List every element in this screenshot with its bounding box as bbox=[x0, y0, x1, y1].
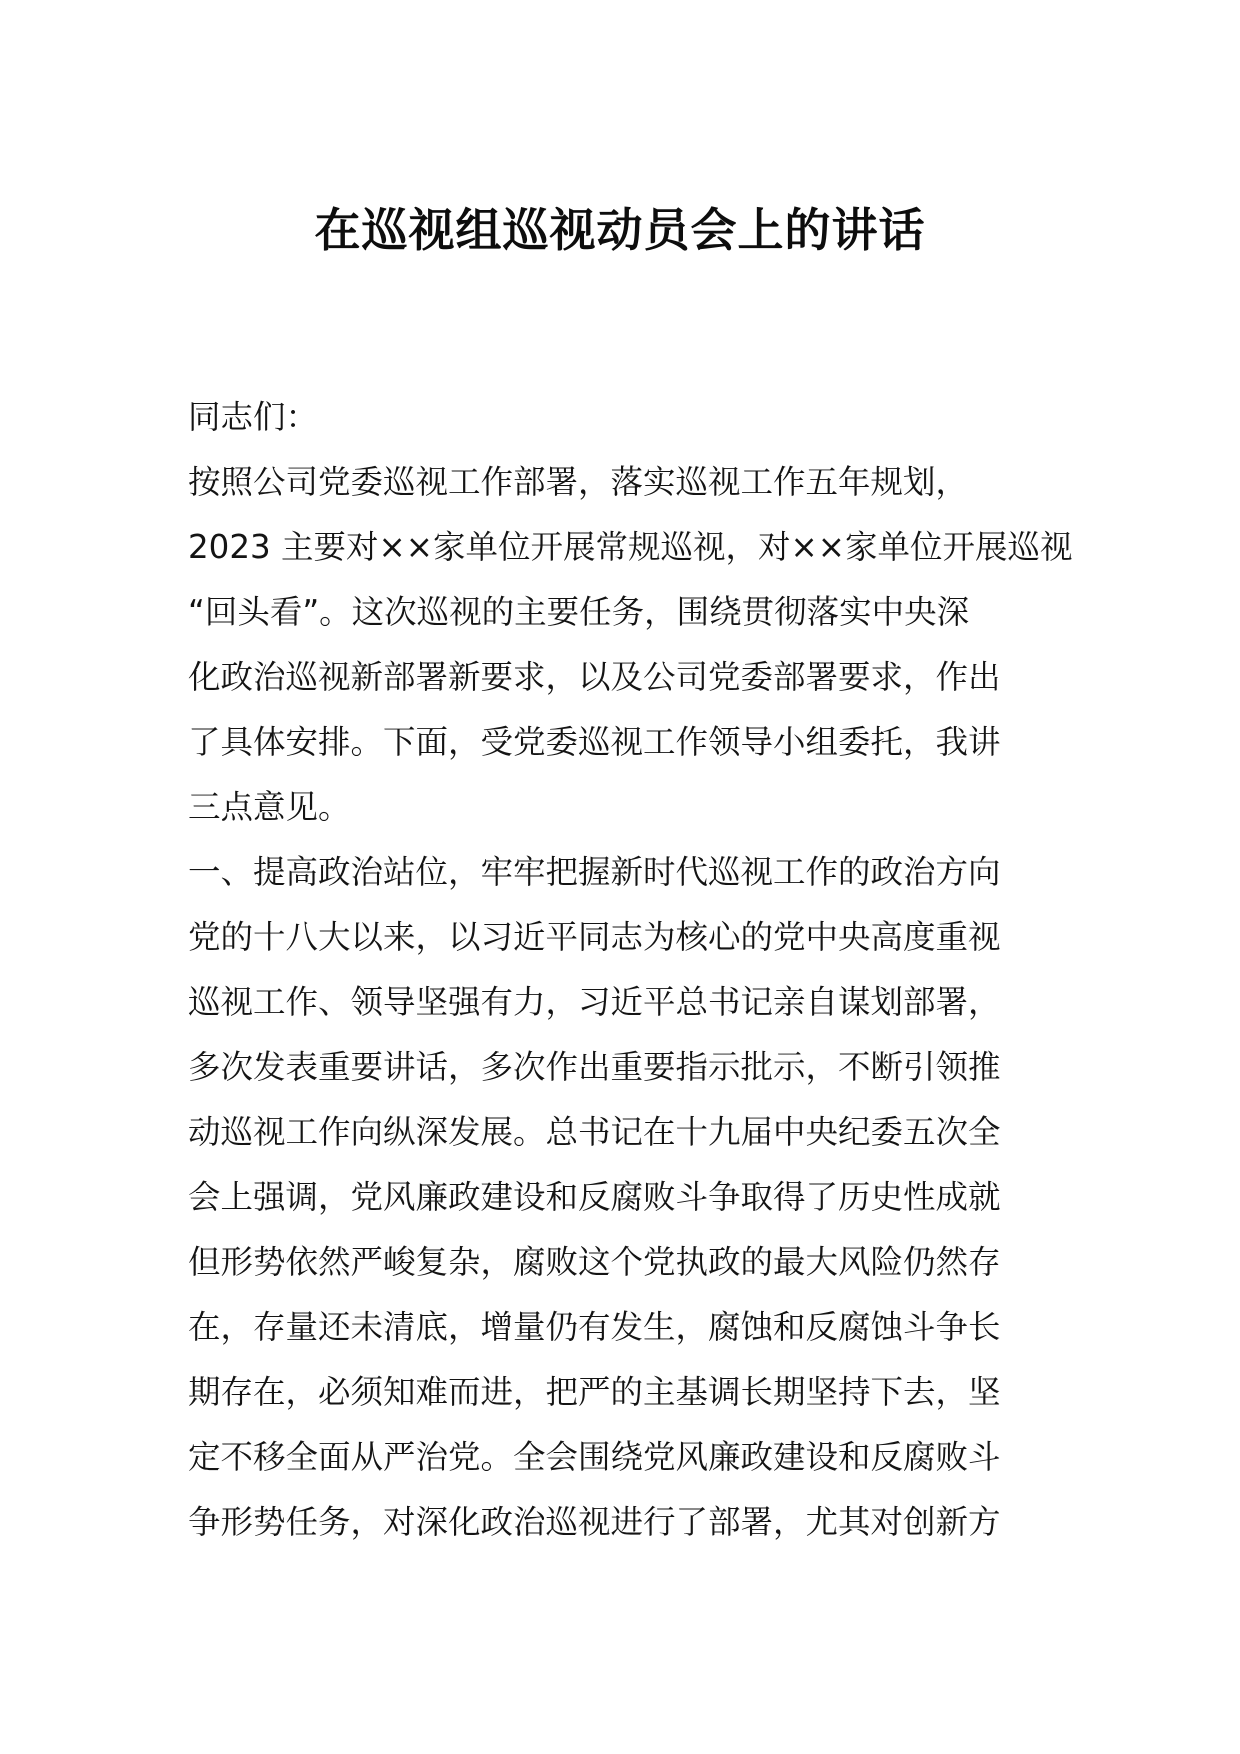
body-line: 2023 主要对××家单位开展常规巡视，对××家单位开展巡视 bbox=[188, 528, 1073, 566]
body-line: 巡视工作、领导坚强有力，习近平总书记亲自谋划部署， bbox=[188, 983, 1001, 1021]
document-title: 在巡视组巡视动员会上的讲话 bbox=[314, 203, 926, 257]
body-line: 争形势任务，对深化政治巡视进行了部署，尤其对创新方 bbox=[188, 1503, 1001, 1541]
body-line: 了具体安排。下面，受党委巡视工作领导小组委托，我讲 bbox=[188, 723, 1001, 761]
body-line: 会上强调，党风廉政建设和反腐败斗争取得了历史性成就 bbox=[188, 1178, 1001, 1216]
body-line: 但形势依然严峻复杂，腐败这个党执政的最大风险仍然存 bbox=[188, 1243, 1001, 1281]
body-line: 期存在，必须知难而进，把严的主基调长期坚持下去，坚 bbox=[188, 1373, 1001, 1411]
body-line: 在，存量还未清底，增量仍有发生，腐蚀和反腐蚀斗争长 bbox=[188, 1308, 1001, 1346]
body-line-salutation: 同志们： bbox=[188, 398, 319, 436]
section-heading-1: 一、提高政治站位，牢牢把握新时代巡视工作的政治方向 bbox=[188, 853, 1001, 891]
body-line: 按照公司党委巡视工作部署，落实巡视工作五年规划， bbox=[188, 463, 969, 501]
body-line: 动巡视工作向纵深发展。总书记在十九届中央纪委五次全 bbox=[188, 1113, 1001, 1151]
body-line: 化政治巡视新部署新要求，以及公司党委部署要求，作出 bbox=[188, 658, 1001, 696]
body-line: 多次发表重要讲话，多次作出重要指示批示，不断引领推 bbox=[188, 1048, 1001, 1086]
document-body bbox=[188, 385, 1088, 1555]
body-line: “回头看”。这次巡视的主要任务，围绕贯彻落实中央深 bbox=[188, 593, 970, 631]
body-line: 党的十八大以来，以习近平同志为核心的党中央高度重视 bbox=[188, 918, 1001, 956]
body-line: 三点意见。 bbox=[188, 788, 351, 826]
body-line: 定不移全面从严治党。全会围绕党风廉政建设和反腐败斗 bbox=[188, 1438, 1001, 1476]
